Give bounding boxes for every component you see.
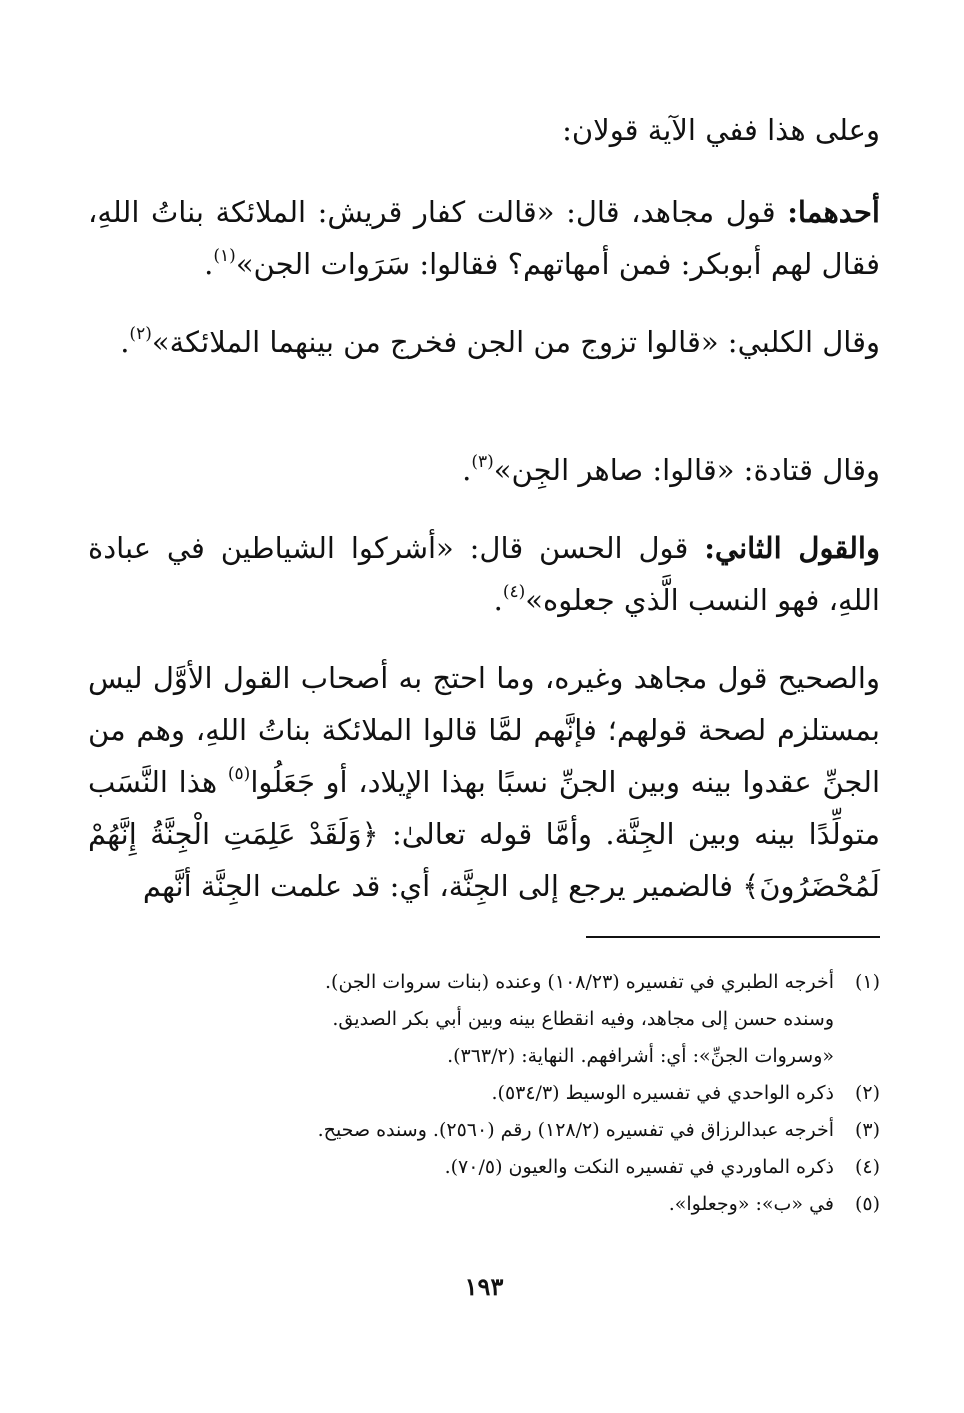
footnote-ref-1[interactable]: (١) (213, 246, 236, 266)
footnote-1 (88, 964, 880, 1001)
footnote-separator (586, 936, 880, 938)
paragraph-second-opinion (88, 522, 880, 626)
second-opinion-end: . (493, 583, 503, 617)
qatada-end: . (462, 453, 472, 487)
kalbi-text: وقال الكلبي: «قالوا تزوج من الجن فخرج من بينهما الملائكة» (151, 325, 880, 359)
correct-view-text-b: هذا النَّسَب متولِّدًا بينه وبين الجِنَّة. وأمَّا قوله تعالىٰ: ﴿وَلَقَدْ عَلِمَتِ الْجِنَّةُ إِنَّهُمْ لَمُحْضَرُونَ﴾ فالضمير يرجع إلى الجِنَّة، أي: قد علمت الجِنَّة أنَّهم (88, 765, 880, 903)
footnote-text: أخرجه عبدالرزاق في تفسيره (١٢٨/٢) رقم (٢٥٦٠). وسنده صحيح. (317, 1119, 834, 1141)
footnote-5 (88, 1186, 880, 1223)
footnote-ref-3[interactable]: (٣) (471, 452, 494, 472)
correct-view-text-a: والصحيح قول مجاهد وغيره، وما احتج به أصحاب القول الأوَّل ليس بمستلزم لصحة قولهم؛ فإنَّهم لمَّا قالوا الملائكة بناتُ اللهِ، وهم من الجنِّ عقدوا بينه وبين الجنِّ نسبًا بهذا الإيلاد، أو جَعَلُوا (88, 661, 881, 799)
footnote-ref-4[interactable]: (٤) (502, 582, 526, 602)
footnote-text: في «ب»: «وجعلوا». (668, 1193, 834, 1215)
footnote-number: (١) (854, 971, 880, 993)
footnote-text: ذكره الواحدي في تفسيره الوسيط (٥٣٤/٣). (491, 1082, 834, 1104)
footnote-1-line-2: وسنده حسن إلى مجاهد، وفيه انقطاع بينه وبين أبي بكر الصديق. (332, 1008, 834, 1030)
second-opinion-text: قول الحسن قال: «أشركوا الشياطين في عبادة اللهِ، فهو النسب الَّذي جعلوه» (88, 531, 880, 617)
footnote-4 (88, 1149, 880, 1186)
kalbi-end: . (120, 325, 130, 359)
page-number: ١٩٣ (464, 1272, 504, 1301)
paragraph-first-opinion (88, 186, 880, 290)
paragraph-intro (88, 104, 880, 156)
first-opinion-end: . (204, 247, 214, 281)
footnote-3 (88, 1112, 880, 1149)
footnote-2 (88, 1075, 880, 1112)
first-opinion-heading: أحدهما: (787, 195, 880, 229)
footnote-ref-2[interactable]: (٢) (129, 324, 152, 344)
first-opinion-text: قول مجاهد، قال: «قالت كفار قريش: الملائكة بناتُ اللهِ، فقال لهم أبوبكر: فمن أمهاتهم؟ فقالوا: سَرَوات الجن» (88, 195, 880, 281)
intro-text: وعلى هذا ففي الآية قولان: (562, 113, 880, 147)
paragraph-qatada (88, 444, 880, 496)
footnote-1-line-3: «وسروات الجنِّ»: أي: أشرافهم. النهاية: (٣٦٣/٢). (447, 1045, 834, 1067)
footnote-number: (٥) (854, 1193, 880, 1215)
second-opinion-heading: والقول الثاني: (704, 531, 880, 565)
paragraph-kalbi (88, 316, 880, 368)
qatada-text: وقال قتادة: «قالوا: صاهر الجِن» (493, 453, 880, 487)
footnotes (88, 964, 880, 1223)
footnote-number: (٢) (854, 1082, 880, 1104)
page (88, 104, 880, 1394)
footnote-text: ذكره الماوردي في تفسيره النكت والعيون (٧٠/٥). (444, 1156, 834, 1178)
footnote-number: (٣) (854, 1119, 880, 1141)
paragraph-correct-view (88, 652, 880, 912)
footnote-text: أخرجه الطبري في تفسيره (١٠٨/٢٣) وعنده (بنات سروات الجن). (325, 971, 834, 993)
footnote-number: (٤) (854, 1156, 880, 1178)
footnote-ref-5[interactable]: (٥) (227, 764, 251, 784)
